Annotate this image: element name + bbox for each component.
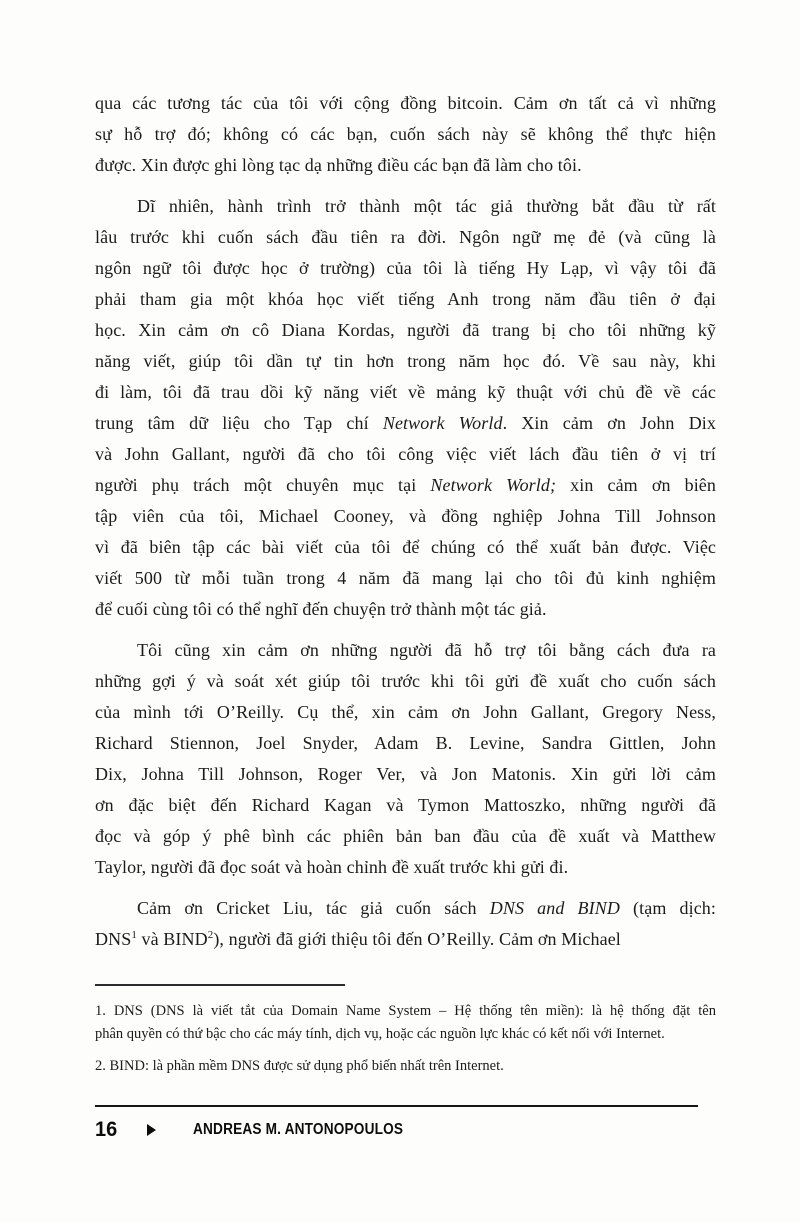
text-line: DNS$^1$ và BIND$^2$), người đã giới thiệu tôi đến O’Reilly. Cảm ơn Michael	[95, 929, 621, 949]
body-text	[95, 88, 716, 965]
footnote-line: phân quyền có thứ bậc cho các máy tính, dịch vụ, hoặc các nguồn lực khác có kết nối với Internet.	[95, 1026, 665, 1042]
text-line: Dĩ nhiên, hành trình trở thành một tác giả thường bắt đầu từ rất	[137, 196, 716, 216]
footnotes-list	[95, 1000, 716, 1078]
footnote-separator	[95, 984, 345, 986]
text-line: tập viên của tôi, Michael Cooney, và đồng nghiệp Johna Till Johnson	[95, 506, 716, 526]
text-line: ơn đặc biệt đến Richard Kagan và Tymon Mattoszko, những người đã	[95, 795, 716, 815]
footnotes-section	[95, 984, 716, 1087]
text-line: sự hỗ trợ đó; không có các bạn, cuốn sách này sẽ không thể thực hiện	[95, 124, 716, 144]
text-line: của mình tới O’Reilly. Cụ thể, xin cảm ơn John Gallant, Gregory Ness,	[95, 702, 716, 722]
page-number: 16	[95, 1118, 118, 1141]
text-line: phải tham gia một khóa học viết tiếng Anh trong năm đầu tiên ở đại	[95, 289, 716, 309]
page-footer	[95, 1105, 698, 1142]
text-line: để cuối cùng tôi có thể nghĩ đến chuyện trở thành một tác giả.	[95, 599, 547, 619]
footnote-line: 2. BIND: là phần mềm DNS được sử dụng phổ biến nhất trên Internet.	[95, 1058, 504, 1074]
text-line: trung tâm dữ liệu cho Tạp chí Network World. Xin cảm ơn John Dix	[95, 413, 716, 433]
text-line: vì đã biên tập các bài viết của tôi để chúng có thể xuất bản được. Việc	[95, 537, 716, 557]
paragraph	[95, 635, 716, 883]
text-line: được. Xin được ghi lòng tạc dạ những điều các bạn đã làm cho tôi.	[95, 155, 582, 175]
footnote-line: 1. DNS (DNS là viết tắt của Domain Name System – Hệ thống tên miền): là hệ thống đặt tên	[95, 1003, 716, 1019]
text-line: người phụ trách một chuyên mục tại Network World; xin cảm ơn biên	[95, 475, 716, 495]
text-line: và John Gallant, người đã cho tôi công việc viết lách đầu tiên ở vị trí	[95, 444, 716, 464]
paragraph	[95, 893, 716, 955]
text-line: đọc và góp ý phê bình các phiên bản ban đầu của đề xuất và Matthew	[95, 826, 716, 846]
triangle-right-icon	[147, 1124, 156, 1136]
text-line: Dix, Johna Till Johnson, Roger Ver, và Jon Matonis. Xin gửi lời cảm	[95, 764, 716, 784]
paragraph	[95, 191, 716, 625]
text-line: Taylor, người đã đọc soát và hoàn chỉnh đề xuất trước khi gửi đi.	[95, 857, 569, 877]
text-line: viết 500 từ mỗi tuần trong 4 năm đã mang lại cho tôi đủ kinh nghiệm	[95, 568, 716, 588]
footer-rule	[95, 1105, 698, 1107]
text-line: đi làm, tôi đã trau dồi kỹ năng viết về mảng kỹ thuật với chủ đề về các	[95, 382, 716, 402]
text-line: Richard Stiennon, Joel Snyder, Adam B. Levine, Sandra Gittlen, John	[95, 733, 716, 753]
footnote	[95, 1055, 716, 1078]
paragraph	[95, 88, 716, 181]
text-line: ngôn ngữ tôi được học ở trường) của tôi là tiếng Hy Lạp, vì vậy tôi đã	[95, 258, 716, 278]
text-line: học. Xin cảm ơn cô Diana Kordas, người đã trang bị cho tôi những kỹ	[95, 320, 716, 340]
text-line: qua các tương tác của tôi với cộng đồng bitcoin. Cảm ơn tất cả vì những	[95, 93, 716, 113]
running-author: ANDREAS M. ANTONOPOULOS	[193, 1121, 404, 1138]
text-line: những gợi ý và soát xét giúp tôi trước khi tôi gửi đề xuất cho cuốn sách	[95, 671, 716, 691]
text-line: Cảm ơn Cricket Liu, tác giả cuốn sách DNS and BIND (tạm dịch:	[137, 898, 716, 918]
footnote	[95, 1000, 716, 1046]
footer-row	[95, 1118, 698, 1142]
text-line: lâu trước khi cuốn sách đầu tiên ra đời. Ngôn ngữ mẹ đẻ (và cũng là	[95, 227, 716, 247]
text-line: năng viết, giúp tôi dần tự tin hơn trong năm học đó. Về sau này, khi	[95, 351, 716, 371]
text-line: Tôi cũng xin cảm ơn những người đã hỗ trợ tôi bằng cách đưa ra	[137, 640, 716, 660]
